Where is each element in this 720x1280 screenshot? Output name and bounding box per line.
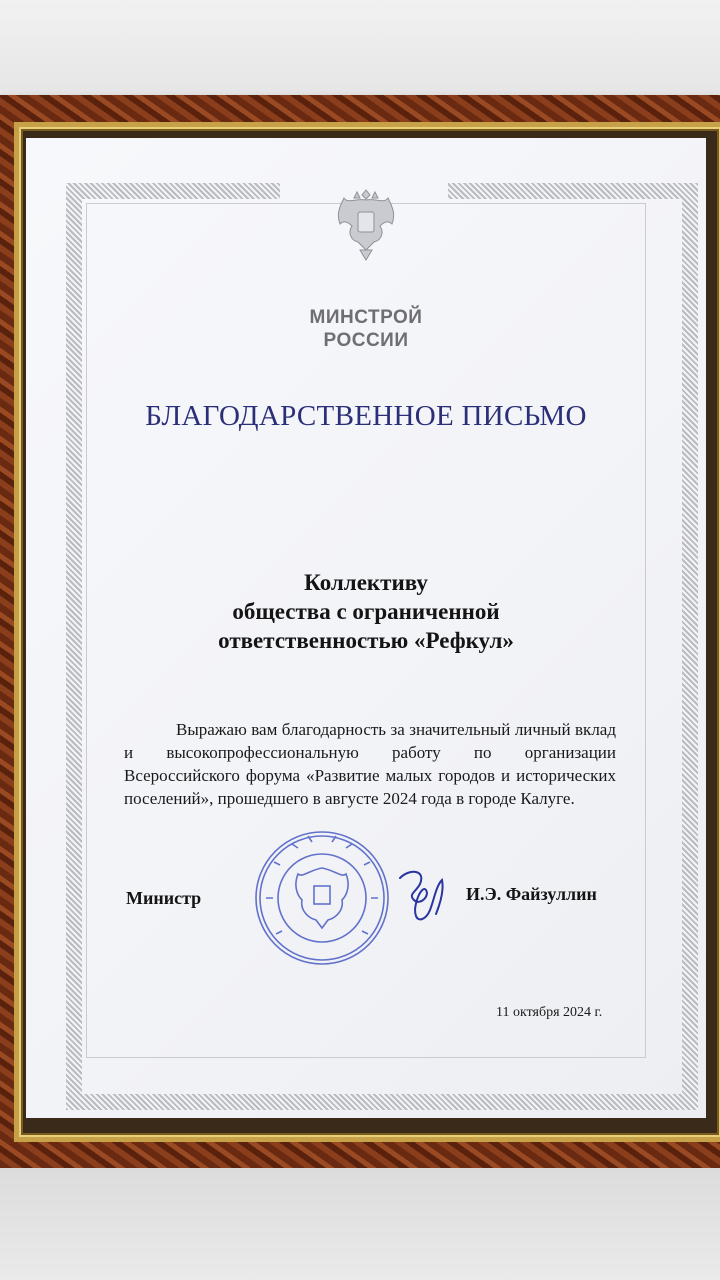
- document-title: БЛАГОДАРСТВЕННОЕ ПИСЬМО: [145, 400, 587, 432]
- picture-frame: [0, 95, 720, 1168]
- document-date: 11 октября 2024 г.: [496, 1005, 603, 1020]
- wall-background: [0, 0, 720, 95]
- signature-icon: [386, 860, 456, 930]
- wall-background-bottom: [0, 1168, 720, 1280]
- certificate-paper: [26, 138, 706, 1118]
- signer-position: Министр: [126, 888, 202, 908]
- ministry-name: [266, 306, 466, 352]
- official-stamp-icon: [252, 828, 392, 968]
- addressee-line-3: ответственностью «Рефкул»: [218, 628, 514, 653]
- body-paragraph: Выражаю вам благодарность за значительный личный вклад и высокопрофессиональную работу по организации Всероссийского форума «Развитие малых городов и исторических поселений», прошедшего в августе 2024 года в городе Калуге.: [124, 720, 616, 808]
- addressee-line-1: Коллективу: [304, 570, 428, 595]
- ministry-line-1: МИНСТРОЙ: [309, 307, 423, 328]
- ministry-line-2: РОССИИ: [323, 330, 409, 351]
- addressee: [106, 568, 626, 655]
- signer-name: И.Э. Файзуллин: [466, 884, 597, 904]
- addressee-line-2: общества с ограниченной: [232, 599, 500, 624]
- coat-of-arms-icon: [330, 180, 402, 264]
